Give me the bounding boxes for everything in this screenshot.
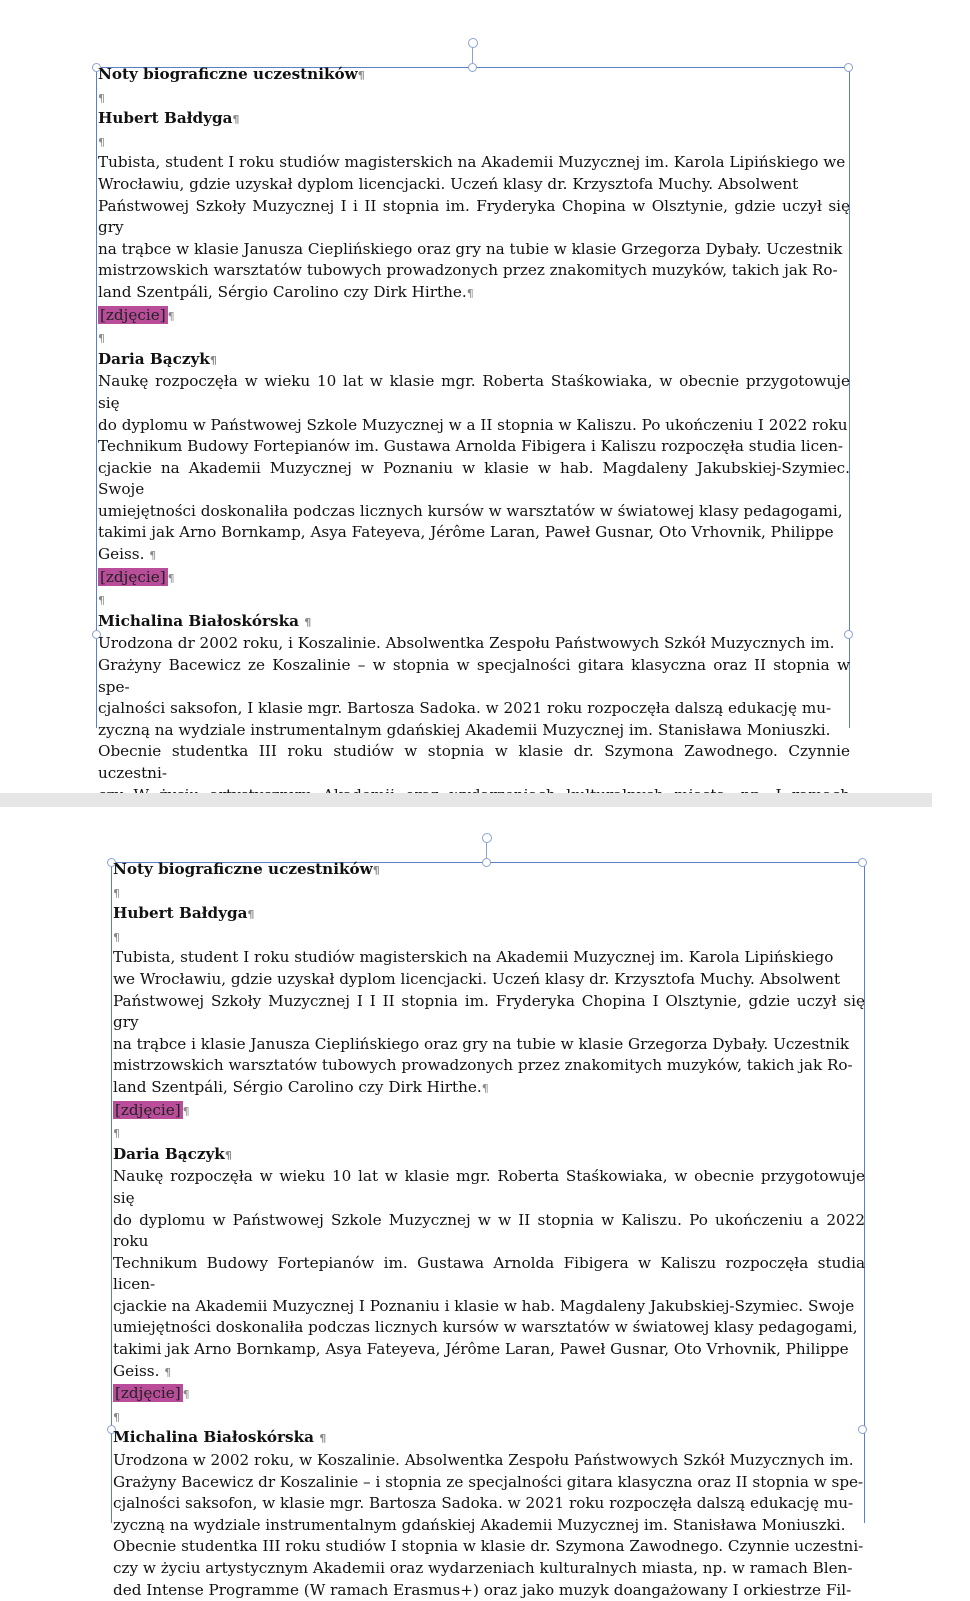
- biography-paragraph: [113, 1450, 865, 1601]
- text-line: cjackie na Akademii Muzycznej I Poznaniu i klasie w hab. Magdaleny Jakubskiej-Szymiec. Swoje: [113, 1296, 855, 1315]
- participant-name: Hubert Bałdyga¶: [113, 904, 255, 923]
- empty-paragraph: ¶: [113, 1410, 120, 1424]
- page-separator: [0, 793, 932, 807]
- empty-paragraph: ¶: [113, 930, 120, 944]
- empty-paragraph: ¶: [98, 594, 105, 608]
- text-line: Obecnie studentka III roku studiów w stopnia w klasie dr. Szymona Zawodnego. Czynnie uczestni-: [98, 742, 850, 782]
- empty-paragraph: ¶: [98, 91, 105, 105]
- photo-placeholder[interactable]: [zdjęcie]: [100, 305, 166, 324]
- document-page-2: [0, 807, 932, 1599]
- text-line: Technikum Budowy Fortepianów im. Gustawa Arnolda Fibigera i Kaliszu rozpoczęła studia licen-: [98, 437, 844, 456]
- text-line: Grażyny Bacewicz ze Koszalinie – w stopnia w specjalności gitara klasyczna oraz II stopnia w spe-: [98, 656, 850, 696]
- document-title: Noty biograficzne uczestników¶: [98, 65, 365, 83]
- text-line: cjackie na Akademii Muzycznej w Poznaniu w klasie w hab. Magdaleny Jakubskiej-Szymiec. Swoje: [98, 458, 850, 499]
- text-line: Naukę rozpoczęła w wieku 10 lat w klasie mgr. Roberta Staśkowiaka, w obecnie przygotowuje się: [98, 372, 850, 412]
- text-line-last: land Szentpáli, Sérgio Carolino czy Dirk Hirthe.¶: [98, 282, 474, 301]
- photo-placeholder-line: [zdjęcie] ¶: [115, 1100, 190, 1119]
- document-text[interactable]: [98, 64, 850, 849]
- text-line: Urodzona w 2002 roku, w Koszalinie. Absolwentka Zespołu Państwowych Szkół Muzycznych im.: [113, 1451, 854, 1470]
- text-line: czy w życiu artystycznym Akademii oraz wydarzeniach kulturalnych miasta, np. w ramach Blen-: [113, 1559, 853, 1577]
- participant-name: Michalina Białoskórska ¶: [113, 1428, 327, 1447]
- biography-paragraph: [113, 1166, 865, 1383]
- document-title: Noty biograficzne uczestników¶: [113, 860, 380, 878]
- biography-paragraph: [98, 152, 850, 304]
- text-line: takimi jak Arno Bornkamp, Asya Fateyeva, Jérôme Laran, Paweł Gusnar, Oto Vrhovnik, Philippe: [98, 523, 834, 542]
- photo-placeholder[interactable]: [zdjęcie]: [115, 1100, 181, 1119]
- text-line: Grażyny Bacewicz dr Koszalinie – i stopnia ze specjalności gitara klasyczna oraz II stopnia w spe-: [113, 1472, 864, 1491]
- text-line: ded Intense Programme (W ramach Erasmus+) oraz jako muzyk doangażowany I orkiestrze Fil-: [113, 1580, 852, 1599]
- text-line: Technikum Budowy Fortepianów im. Gustawa Arnolda Fibigera w Kaliszu rozpoczęła studia licen-: [113, 1253, 865, 1294]
- document-page-1: [0, 0, 932, 793]
- empty-paragraph: ¶: [98, 135, 105, 149]
- text-line: we Wrocławiu, gdzie uzyskał dyplom licencjacki. Uczeń klasy dr. Krzysztofa Muchy. Absolwent: [113, 969, 841, 988]
- biography-paragraph: [98, 371, 850, 566]
- participant-name: Hubert Bałdyga¶: [98, 109, 240, 128]
- text-line: cjalności saksofon, w klasie mgr. Bartosza Sadoka. w 2021 roku rozpoczęła dalszą edukację mu-: [113, 1494, 854, 1513]
- text-line: Obecnie studentka III roku studiów I stopnia w klasie dr. Szymona Zawodnego. Czynnie uczestni-: [113, 1537, 864, 1556]
- rotation-handle[interactable]: [468, 38, 478, 48]
- text-line: cjalności saksofon, I klasie mgr. Bartosza Sadoka. w 2021 roku rozpoczęła dalszą edukację mu-: [98, 699, 832, 718]
- empty-paragraph: ¶: [113, 1127, 120, 1141]
- text-line: mistrzowskich warsztatów tubowych prowadzonych przez znakomitych muzyków, takich jak Ro-: [98, 261, 838, 280]
- text-line: zyczną na wydziale instrumentalnym gdańskiej Akademii Muzycznej im. Stanisława Moniuszki.: [98, 720, 831, 739]
- text-line: do dyplomu w Państwowej Szkole Muzycznej w w II stopnia w Kaliszu. Po ukończeniu a 2022 roku: [113, 1210, 865, 1251]
- empty-paragraph: ¶: [113, 886, 120, 900]
- text-line: na trąbce i klasie Janusza Cieplińskiego oraz gry na tubie w klasie Grzegorza Dybały. Uczestnik: [113, 1034, 850, 1053]
- text-line: zyczną na wydziale instrumentalnym gdańskiej Akademii Muzycznej im. Stanisława Moniuszki.: [113, 1515, 846, 1534]
- text-line: umiejętności doskonaliła podczas licznych kursów w warsztatów w światowej klasy pedagogami,: [113, 1318, 858, 1337]
- biography-paragraph: [113, 947, 865, 1099]
- photo-placeholder-line: [zdjęcie] ¶: [115, 1384, 190, 1403]
- text-line: na trąbce w klasie Janusza Cieplińskiego oraz gry na tubie w klasie Grzegorza Dybały. Uczestnik: [98, 239, 843, 258]
- rotation-handle[interactable]: [482, 833, 492, 843]
- participant-name: Michalina Białoskórska ¶: [98, 611, 312, 630]
- text-line-last: Geiss. ¶: [98, 545, 157, 564]
- document-text[interactable]: [113, 859, 865, 1601]
- photo-placeholder-line: [zdjęcie] ¶: [100, 567, 175, 586]
- text-line: umiejętności doskonaliła podczas licznych kursów w warsztatów w światowej klasy pedagogami,: [98, 501, 843, 520]
- participant-name: Daria Bączyk¶: [98, 349, 217, 368]
- text-line-last: land Szentpáli, Sérgio Carolino czy Dirk Hirthe.¶: [113, 1077, 489, 1096]
- text-line: Państwowej Szkoły Muzycznej I i II stopnia im. Fryderyka Chopina w Olsztynie, gdzie uczył się gry: [98, 196, 850, 237]
- text-line: Naukę rozpoczęła w wieku 10 lat w klasie mgr. Roberta Staśkowiaka, w obecnie przygotowuje się: [113, 1167, 865, 1207]
- photo-placeholder[interactable]: [zdjęcie]: [100, 567, 166, 586]
- participant-name: Daria Bączyk¶: [113, 1144, 232, 1163]
- text-line: Wrocławiu, gdzie uzyskał dyplom licencjacki. Uczeń klasy dr. Krzysztofa Muchy. Absolwent: [98, 174, 799, 193]
- text-line: do dyplomu w Państwowej Szkole Muzycznej w a II stopnia w Kaliszu. Po ukończeniu I 2022 roku: [98, 415, 848, 434]
- text-line-last: Geiss. ¶: [113, 1361, 172, 1380]
- text-line: Państwowej Szkoły Muzycznej I I II stopnia im. Fryderyka Chopina I Olsztynie, gdzie uczył się gry: [113, 991, 865, 1032]
- text-line: mistrzowskich warsztatów tubowych prowadzonych przez znakomitych muzyków, takich jak Ro-: [113, 1056, 853, 1075]
- text-line: Tubista, student I roku studiów magisterskich na Akademii Muzycznej im. Karola Lipińskiego: [113, 948, 834, 967]
- text-line: Tubista, student I roku studiów magisterskich na Akademii Muzycznej im. Karola Lipińskiego we: [98, 153, 846, 172]
- text-line: Urodzona dr 2002 roku, i Koszalinie. Absolwentka Zespołu Państwowych Szkół Muzycznych im.: [98, 634, 835, 653]
- photo-placeholder[interactable]: [zdjęcie]: [115, 1384, 181, 1403]
- photo-placeholder-line: [zdjęcie] ¶: [100, 305, 175, 324]
- text-line: takimi jak Arno Bornkamp, Asya Fateyeva, Jérôme Laran, Paweł Gusnar, Oto Vrhovnik, Philippe: [113, 1340, 849, 1359]
- empty-paragraph: ¶: [98, 332, 105, 346]
